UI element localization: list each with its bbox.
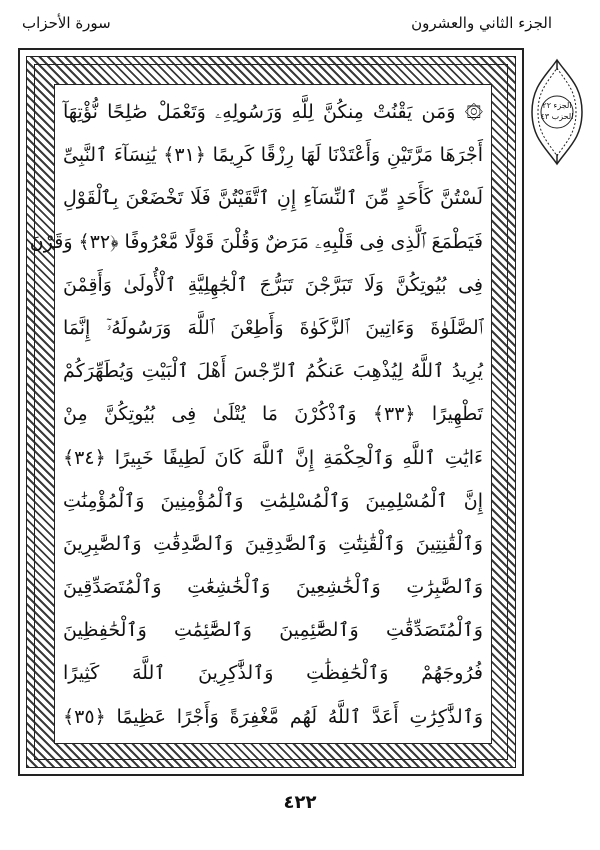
verse-line: لَسْتُنَّ كَأَحَدٍ مِّنَ ٱلنِّسَآءِ إِنِ ٱتَّقَيْتُنَّ فَلَا تَخْضَعْنَ بِٱلْقَوْلِ	[63, 187, 483, 210]
verse-line: يُرِيدُ ٱللَّهُ لِيُذْهِبَ عَنكُمُ ٱلرِّجْسَ أَهْلَ ٱلْبَيْتِ وَيُطَهِّرَكُمْ	[63, 360, 483, 383]
verse-lines	[29, 91, 483, 739]
juz-title: الجزء الثاني والعشرون	[411, 14, 552, 32]
verse-line: أَجْرَهَا مَرَّتَيْنِ وَأَعْتَدْنَا لَهَا رِزْقًا كَرِيمًا ﴿٣١﴾ يَٰنِسَآءَ ٱلنَّبِىِّ	[63, 144, 483, 167]
hizb-marker	[528, 58, 586, 166]
marker-text	[528, 100, 586, 122]
verse-line: ۞ وَمَن يَقْنُتْ مِنكُنَّ لِلَّهِ وَرَسُولِهِۦ وَتَعْمَلْ صَٰلِحًا نُّؤْتِهَآ	[63, 101, 483, 123]
verse-line: تَطْهِيرًا ﴿٣٣﴾ وَٱذْكُرْنَ مَا يُتْلَىٰ فِى بُيُوتِكُنَّ مِنْ	[63, 403, 483, 426]
verse-line: ءَايَٰتِ ٱللَّهِ وَٱلْحِكْمَةِ إِنَّ ٱللَّهَ كَانَ لَطِيفًا خَبِيرًا ﴿٣٤﴾	[63, 446, 483, 469]
verse-line: فِى بُيُوتِكُنَّ وَلَا تَبَرَّجْنَ تَبَرُّجَ ٱلْجَٰهِلِيَّةِ ٱلْأُولَىٰ وَأَقِمْنَ	[63, 273, 483, 296]
verse-line: وَٱلذَّٰكِرَٰتِ أَعَدَّ ٱللَّهُ لَهُم مَّغْفِرَةً وَأَجْرًا عَظِيمًا ﴿٣٥﴾	[63, 705, 483, 728]
verse-line: وَٱلْمُتَصَدِّقَٰتِ وَٱلصَّٰٓئِمِينَ وَٱلصَّٰٓئِمَٰتِ وَٱلْحَٰفِظِينَ	[63, 619, 483, 642]
marker-hizb: الحزب ٤٣	[540, 112, 574, 121]
verse-line: ٱلصَّلَوٰةَ وَءَاتِينَ ٱلزَّكَوٰةَ وَأَطِعْنَ ٱللَّهَ وَرَسُولَهُۥٓ إِنَّمَا	[63, 316, 483, 339]
text-panel	[29, 84, 492, 744]
verse-line: فُرُوجَهُمْ وَٱلْحَٰفِظَٰتِ وَٱلذَّٰكِرِينَ ٱللَّهَ كَثِيرًا	[63, 662, 483, 685]
verse-line: وَٱلصَّٰبِرَٰتِ وَٱلْخَٰشِعِينَ وَٱلْخَٰشِعَٰتِ وَٱلْمُتَصَدِّقِينَ	[63, 576, 483, 599]
marker-juz: الجزء ٢٢	[542, 101, 572, 110]
verse-line: وَٱلْقَٰنِتِينَ وَٱلْقَٰنِتَٰتِ وَٱلصَّٰدِقِينَ وَٱلصَّٰدِقَٰتِ وَٱلصَّٰبِرِينَ	[63, 532, 483, 555]
ornamental-frame	[18, 48, 524, 776]
page-number: ٤٢٢	[283, 792, 317, 813]
verse-line: فَيَطْمَعَ ٱلَّذِى فِى قَلْبِهِۦ مَرَضٌ وَقُلْنَ قَوْلًا مَّعْرُوفًا ﴿٣٢﴾ وَقَرْنَ	[29, 230, 483, 253]
page-header	[0, 10, 600, 40]
surah-title: سورة الأحزاب	[22, 14, 111, 32]
verse-line: إِنَّ ٱلْمُسْلِمِينَ وَٱلْمُسْلِمَٰتِ وَٱلْمُؤْمِنِينَ وَٱلْمُؤْمِنَٰتِ	[63, 489, 483, 512]
